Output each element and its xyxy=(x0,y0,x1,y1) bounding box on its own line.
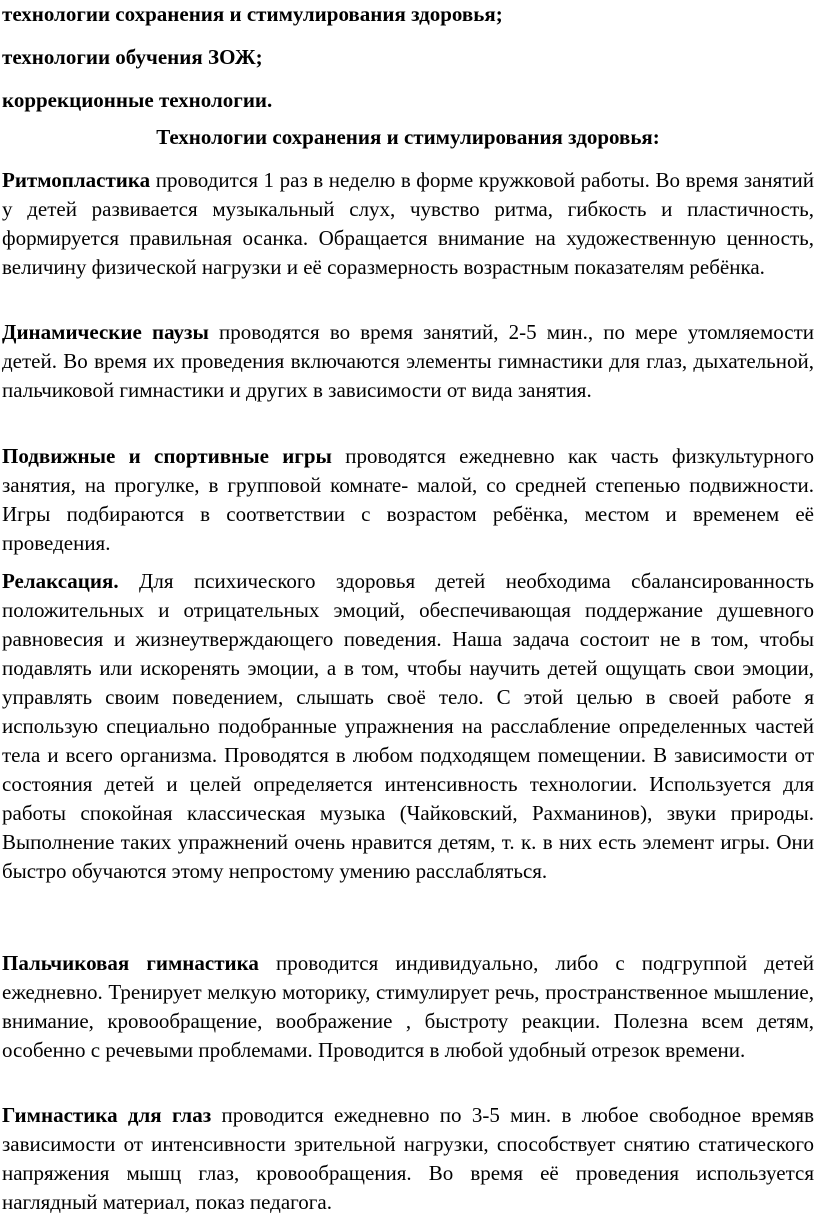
paragraph-term: Гимнастика для глаз xyxy=(2,1103,212,1127)
paragraph-text: Для психического здоровья детей необходима сбалансированность положительных и отрицательных эмоций, обеспечивающая поддержание душевного равновесия и жизнеутверждающего поведения. Наша задача состоит не в том, чтобы подавлять или искоренять эмоции, а в том, чтобы научить детей ощущать свои эмоции, управлять своим поведением, слышать своё тело. С этой целью в своей работе я использую специально подобранные упражнения на расслабление определенных частей тела и всего организма. Проводятся в любом подходящем помещении. В зависимости от состояния детей и целей определяется интенсивность технологии. Используется для работы спокойная классическая музыка (Чайковский, Рахманинов), звуки природы. Выполнение таких упражнений очень нравится детям, т. к. в них есть элемент игры. Они быстро обучаются этому непростому умению расслабляться. xyxy=(2,569,814,883)
paragraph-dynamic-pauses xyxy=(2,318,814,405)
section-heading: Технологии сохранения и стимулирования здоровья: xyxy=(156,125,660,149)
paragraph-term: Динамические паузы xyxy=(2,320,209,344)
paragraph-term: Пальчиковая гимнастика xyxy=(2,951,259,975)
list-item-correction: коррекционные технологии. xyxy=(2,88,273,112)
paragraph-text: проводится 1 раз в неделю в форме кружковой работы. Во время занятий у детей развивается музыкальный слух, чувство ритма, гибкость и пластичность, формируется правильная осанка. Обращается внимание на художественную ценность, величину физической нагрузки и её соразмерность возрастным показателям ребёнка. xyxy=(2,168,814,279)
paragraph-relaxation xyxy=(2,567,814,886)
paragraph-finger-gymnastics xyxy=(2,949,814,1065)
paragraph-term: Ритмопластика xyxy=(2,168,151,192)
list-item-healthy-lifestyle: технологии обучения ЗОЖ; xyxy=(2,45,263,69)
paragraph-text: проводятся ежедневно как часть физкультурного занятия, на прогулке, в групповой комнате- малой, со средней степенью подвижности. Игры подбираются в соответствии с возрастом ребёнка, местом и временем её проведения. xyxy=(2,444,814,555)
paragraph-rhythmoplasty xyxy=(2,166,814,282)
paragraph-term: Подвижные и спортивные игры xyxy=(2,444,332,468)
paragraph-term: Релаксация. xyxy=(2,569,119,593)
paragraph-text: проводятся во время занятий, 2-5 мин., по мере утомляемости детей. Во время их проведения включаются элементы гимнастики для глаз, дыхательной, пальчиковой гимнастики и других в зависимости от вида занятия. xyxy=(2,320,814,402)
paragraph-text: проводится индивидуально, либо с подгруппой детей ежедневно. Тренирует мелкую моторику, стимулирует речь, пространственное мышление, внимание, кровообращение, воображение , быстроту реакции. Полезна всем детям, особенно с речевыми проблемами. Проводится в любой удобный отрезок времени. xyxy=(2,951,815,1062)
paragraph-eye-gymnastics xyxy=(2,1101,814,1217)
paragraph-outdoor-games xyxy=(2,442,814,558)
paragraph-text: проводится ежедневно по 3-5 мин. в любое свободное времяв зависимости от интенсивности зрительной нагрузки, способствует снятию статического напряжения мышц глаз, кровообращения. Во время её проведения используется наглядный материал, показ педагога. xyxy=(2,1103,814,1214)
list-item-health-preservation: технологии сохранения и стимулирования здоровья; xyxy=(2,2,503,26)
